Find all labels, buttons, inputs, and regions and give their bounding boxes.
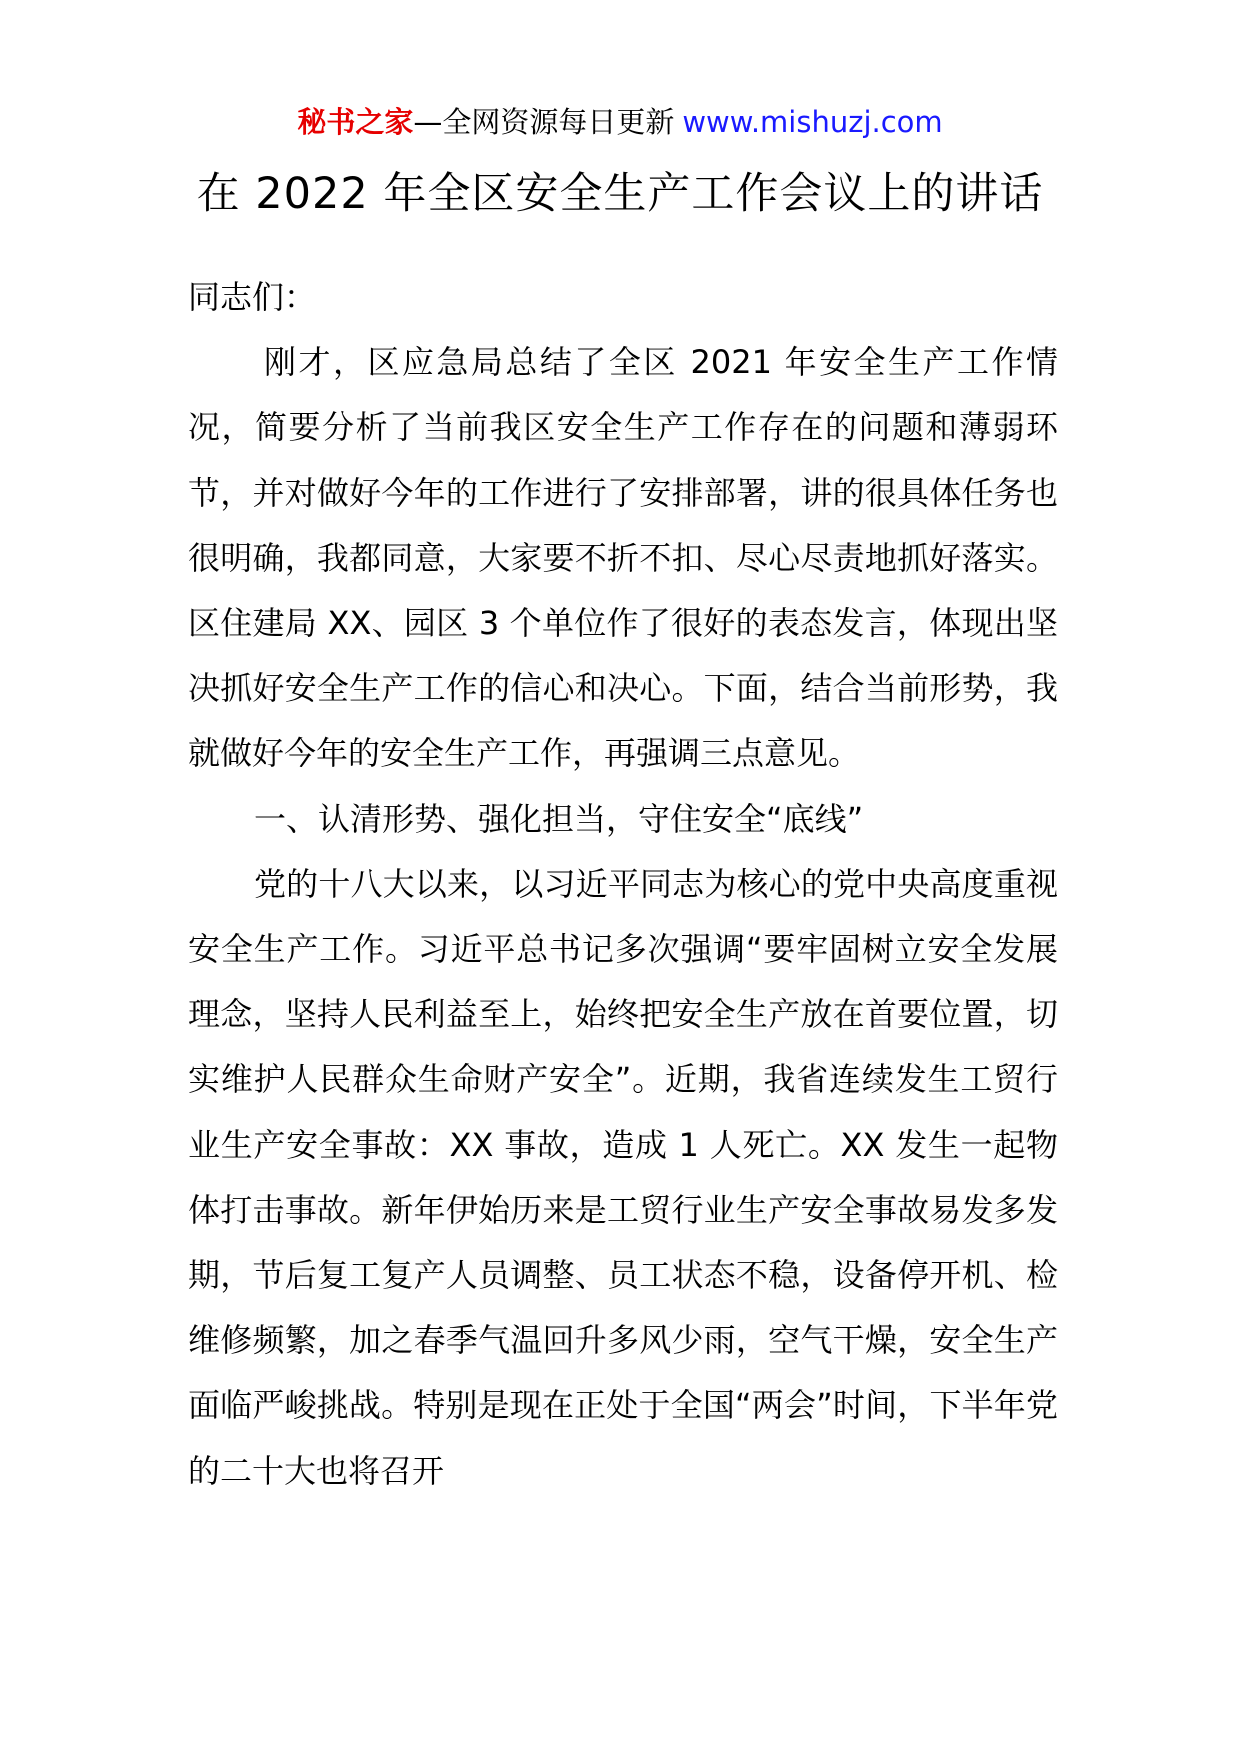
document-title: 在 2022 年全区安全生产工作会议上的讲话 [196, 169, 1044, 219]
body-paragraph-2: 党的十八大以来，以习近平同志为核心的党中央高度重视安全生产工作。习近平总书记多次强调“要牢固树立安全发展理念，坚持人民利益至上，始终把安全生产放在首要位置，切实维护人民群众生命财产安全”。近期，我省连续发生工贸行业生产安全事故：XX 事故，造成 1 人死亡。XX 发生一起物体打击事故。新年伊始历来是工贸行业生产安全事故易发多发期，节后复工复产人员调整、员工状态不稳，设备停开机、检维修频繁，加之春季气温回升多风少雨，空气干燥，安全生产面临严峻挑战。特别是现在正处于全国“两会”时间，下半年党的二十大也将召开 [188, 864, 1058, 1490]
salutation: 同志们： [188, 278, 317, 316]
section-heading-1: 一、认清形势、强化担当，守住安全“底线” [254, 799, 864, 838]
site-url-link[interactable]: www.mishuzj.com [682, 105, 943, 139]
header-tagline: —全网资源每日更新 [413, 105, 675, 139]
site-header [0, 102, 1240, 142]
document-body [188, 265, 1058, 1504]
body-paragraph-1: 刚才，区应急局总结了全区 2021 年安全生产工作情况，简要分析了当前我区安全生产工作存在的问题和薄弱环节，并对做好今年的工作进行了安排部署，讲的很具体任务也很明确，我都同意，大家要不折不扣、尽心尽责地抓好落实。区住建局 XX、园区 3 个单位作了很好的表态发言，体现出坚决抓好安全生产工作的信心和决心。下面，结合当前形势，我就做好今年的安全生产工作，再强调三点意见。 [188, 343, 1058, 773]
brand-name: 秘书之家 [297, 105, 414, 139]
